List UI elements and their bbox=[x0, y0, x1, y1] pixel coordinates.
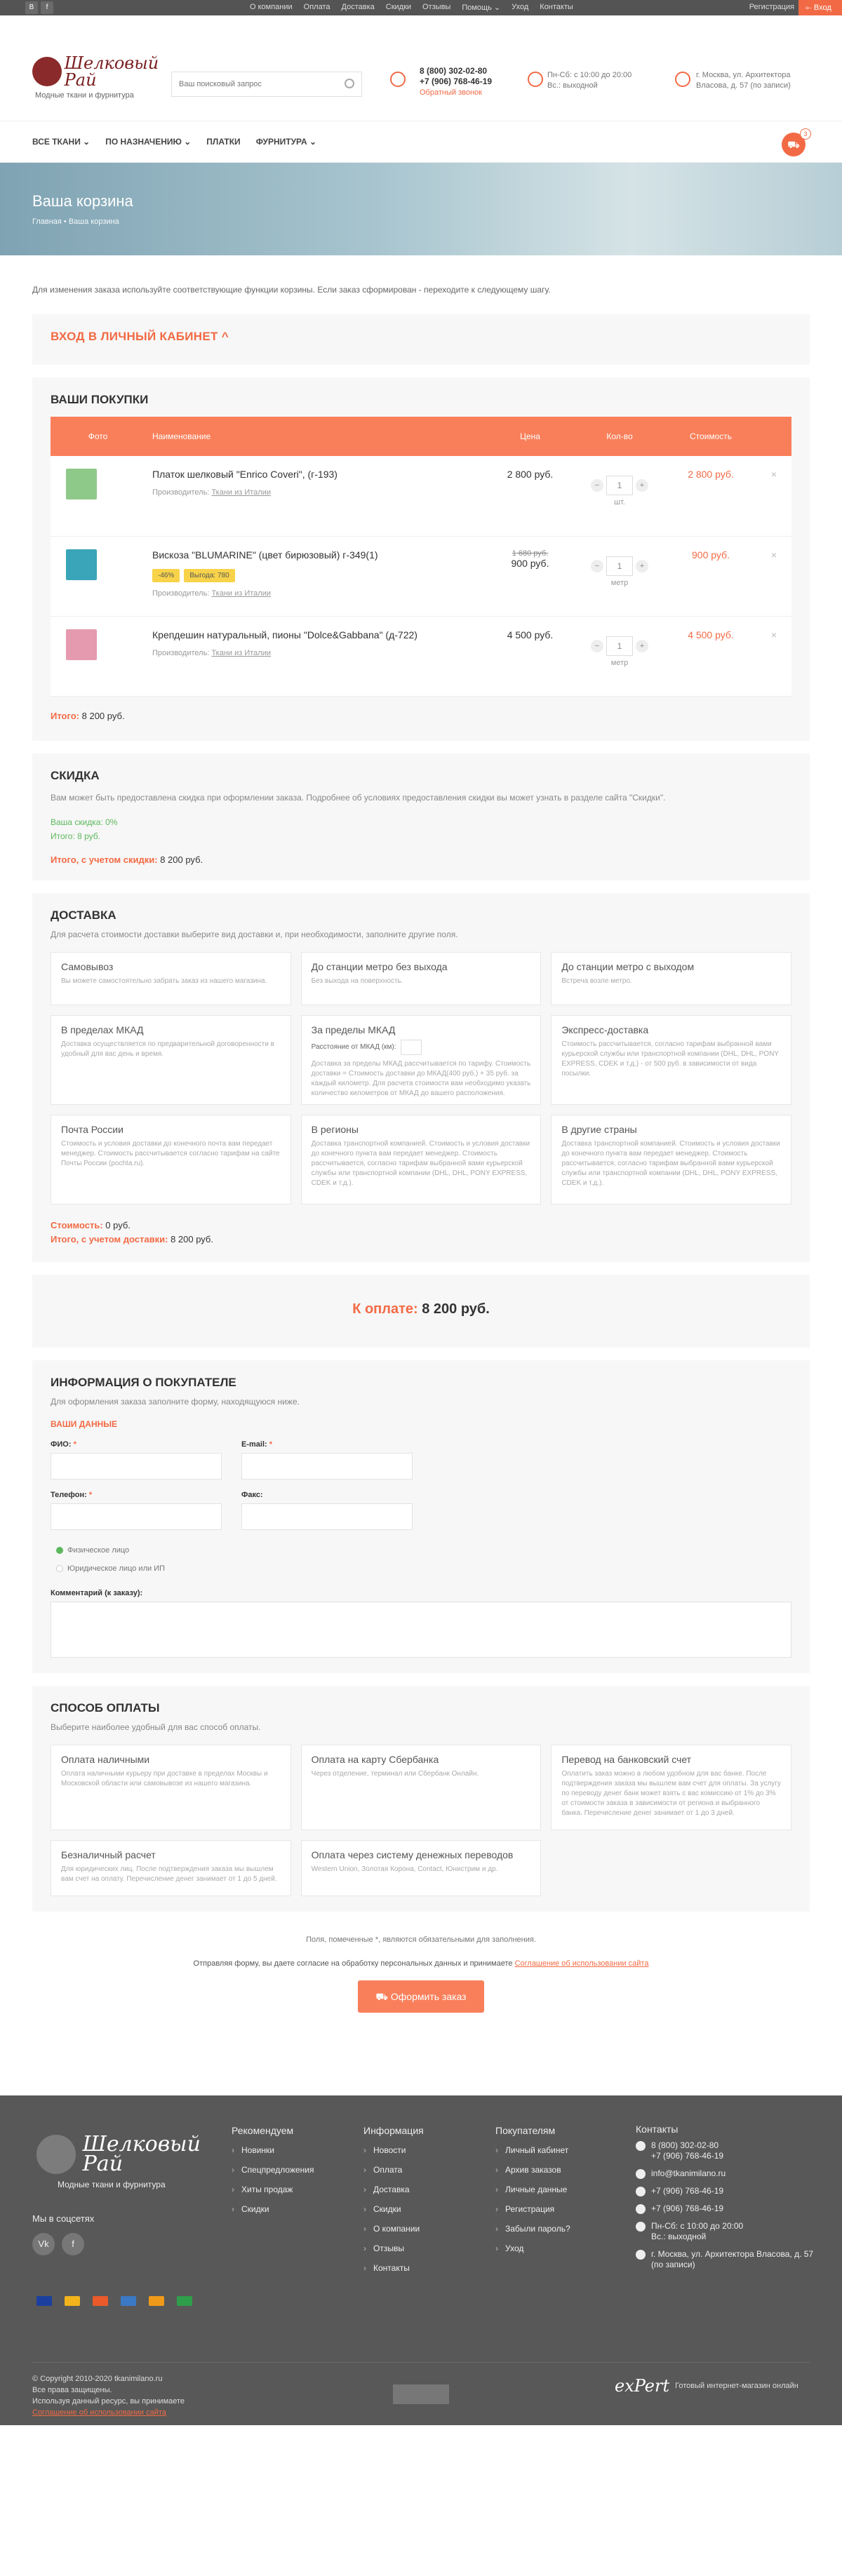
footer-contact-whatsapp[interactable]: +7 (906) 768-46-19 bbox=[636, 2186, 818, 2196]
top-bar bbox=[0, 0, 842, 15]
facebook-icon[interactable]: f bbox=[41, 1, 53, 14]
email-input[interactable] bbox=[241, 1453, 413, 1480]
whatsapp-icon bbox=[636, 2187, 646, 2196]
delivery-option-desc: Доставка транспортной компанией. Стоимость и условия доставки до конечного пункта вам передает менеджер. Стоимость рассчитывается, согласно тарифам выбранной вами курьерской службы или транспортной компании (DHL, DHL, PONY EXPRESS, CDEK и т.д.). bbox=[561, 1139, 780, 1187]
qty-plus-button[interactable]: + bbox=[636, 560, 648, 572]
cart-row bbox=[51, 456, 791, 536]
footer-contact-hours: Пн-Сб: с 10:00 до 20:00 Вс.: выходной bbox=[636, 2221, 818, 2242]
payment-option-desc: Оплата наличными курьеру при доставке в пределах Москвы и Московской области или самовывозе из нашего магазина. bbox=[61, 1769, 268, 1787]
delivery-option[interactable] bbox=[301, 952, 542, 1005]
footer-link[interactable]: › Новинки bbox=[232, 2140, 314, 2160]
product-cost: 900 руб. bbox=[665, 536, 756, 616]
register-link[interactable]: Регистрация bbox=[749, 3, 794, 11]
clock-icon bbox=[636, 2222, 646, 2232]
nav-all-fabrics[interactable]: ВСЕ ТКАНИ ⌄ bbox=[32, 137, 91, 147]
delivery-option-desc: Встреча возле метро. bbox=[561, 977, 632, 985]
payment-option-desc: Для юридических лиц. После подтверждения заказа мы вышлем вам счет на оплату. Перечисление денег занимает от 1 до 5 дней. bbox=[61, 1865, 277, 1883]
footer-contact-viber[interactable]: +7 (906) 768-46-19 bbox=[636, 2203, 818, 2214]
nav-scarves[interactable]: ПЛАТКИ bbox=[206, 137, 241, 147]
header bbox=[0, 15, 842, 121]
delivery-option[interactable] bbox=[51, 1115, 291, 1205]
fio-field-group bbox=[51, 1440, 222, 1480]
product-thumbnail[interactable] bbox=[66, 469, 97, 499]
old-price: 1 680 руб. bbox=[512, 549, 549, 558]
product-price: 2 800 руб. bbox=[507, 469, 554, 480]
payment-option-title: Безналичный расчет bbox=[61, 1849, 156, 1860]
product-cost: 2 800 руб. bbox=[665, 456, 756, 536]
qty-input[interactable]: 1 bbox=[606, 556, 633, 576]
header-hours bbox=[547, 70, 632, 91]
phone-label: Телефон: * bbox=[51, 1490, 93, 1499]
footer-link[interactable]: › Личные данные bbox=[495, 2180, 570, 2199]
product-name[interactable]: Крепдешин натуральный, пионы "Dolce&Gabbana" (д-722) bbox=[152, 629, 417, 640]
comment-textarea[interactable] bbox=[51, 1602, 791, 1658]
delivery-option-title: Самовывоз bbox=[61, 960, 114, 972]
buyer-subtitle: ВАШИ ДАННЫЕ bbox=[51, 1418, 118, 1429]
payment-option-title: Оплата на карту Сбербанка bbox=[311, 1753, 439, 1765]
hours-sunday: Вс.: выходной bbox=[547, 81, 598, 90]
qty-cell bbox=[574, 456, 665, 536]
footer-link[interactable]: › Оплата bbox=[363, 2160, 424, 2180]
cart-table bbox=[51, 417, 791, 697]
hours-weekdays: Пн-Сб: с 10:00 до 20:00 bbox=[547, 71, 632, 79]
mkad-distance: Расстояние от МКАД (км): bbox=[312, 1040, 531, 1055]
radio-unchecked-icon bbox=[56, 1565, 63, 1572]
cart-button[interactable] bbox=[782, 130, 808, 156]
top-menu-care[interactable]: Уход bbox=[512, 3, 529, 11]
login-panel[interactable] bbox=[32, 314, 810, 365]
cart-count-badge: 3 bbox=[800, 128, 811, 140]
top-menu bbox=[250, 3, 573, 12]
col-qty: Кол-во bbox=[574, 417, 665, 456]
cart-total-label: Итого: bbox=[51, 710, 79, 721]
delivery-option-title: До станции метро с выходом bbox=[561, 960, 695, 972]
qty-unit: метр bbox=[610, 658, 629, 667]
qty-input[interactable]: 1 bbox=[606, 636, 633, 656]
developer-logo: exPert bbox=[615, 2375, 670, 2396]
delivery-option-title: До станции метро без выхода bbox=[311, 960, 448, 972]
logo-slogan: Модные ткани и фурнитура bbox=[35, 91, 134, 100]
header-address: г. Москва, ул. Архитектора Власова, д. 57 (по записи) bbox=[696, 71, 791, 90]
comment-label: Комментарий (к заказу): bbox=[51, 1588, 143, 1597]
email-label: E-mail: * bbox=[241, 1440, 273, 1449]
footer-link[interactable]: › Спецпредложения bbox=[232, 2160, 314, 2180]
delivery-cost-label: Стоимость: bbox=[51, 1219, 103, 1230]
qty-input[interactable]: 1 bbox=[606, 476, 633, 495]
visit-counter[interactable] bbox=[393, 2384, 449, 2404]
col-name: Наименование bbox=[145, 417, 486, 456]
payment-hint: Выберите наиболее удобный для вас способ оплаты. bbox=[51, 1722, 261, 1732]
footer-link[interactable]: › Регистрация bbox=[495, 2199, 570, 2219]
product-name[interactable]: Вискоза "BLUMARINE" (цвет бирюзовый) г-349(1) bbox=[152, 549, 378, 561]
payment-option-title: Оплата через систему денежных переводов bbox=[311, 1849, 514, 1860]
product-name[interactable]: Платок шелковый "Enrico Coveri", (г-193) bbox=[152, 469, 338, 480]
delivery-option-title: Почта России bbox=[61, 1123, 123, 1135]
qty-cell bbox=[574, 536, 665, 616]
payment-option[interactable] bbox=[551, 1745, 791, 1830]
qiwi-icon bbox=[149, 2296, 164, 2306]
footer-logo-slogan: Модные ткани и фурнитура bbox=[58, 2179, 166, 2189]
maestro-icon bbox=[121, 2296, 136, 2306]
search-box bbox=[171, 72, 362, 97]
product-price: 4 500 руб. bbox=[507, 629, 554, 640]
qty-unit: шт. bbox=[614, 498, 625, 507]
intro-text: Для изменения заказа используйте соответствующие функции корзины. Если заказ сформирован - переходите к следующему шагу. bbox=[32, 285, 551, 295]
discount-subtotal: Итого: 8 руб. bbox=[51, 831, 101, 841]
consent-text: Отправляя форму, вы даете согласие на обработку персональных данных и принимаете Соглашение об использовании сайта bbox=[193, 1959, 649, 1968]
top-menu-help[interactable]: Помощь ⌄ bbox=[462, 4, 501, 12]
maker-link[interactable]: Ткани из Италии bbox=[211, 589, 272, 598]
col-price: Цена bbox=[486, 417, 574, 456]
login-button[interactable]: ⟜ Вход bbox=[798, 0, 842, 15]
payment-option-desc: Через отделение, терминал или Сбербанк Онлайн. bbox=[311, 1769, 479, 1778]
quantity-stepper bbox=[581, 629, 658, 656]
phone-icon bbox=[390, 72, 406, 87]
vk-icon[interactable]: Vk bbox=[32, 2233, 55, 2255]
to-pay-value: 8 200 руб. bbox=[422, 1301, 490, 1317]
comment-field-group bbox=[51, 1589, 791, 1658]
location-icon bbox=[636, 2250, 646, 2260]
mir-icon bbox=[65, 2296, 80, 2306]
buyer-panel bbox=[32, 1360, 810, 1673]
header-phone-2[interactable]: +7 (906) 768-46-19 bbox=[420, 76, 493, 86]
maker-link[interactable]: Ткани из Италии bbox=[211, 648, 272, 657]
payment-title: СПОСОБ ОПЛАТЫ bbox=[51, 1700, 160, 1715]
discount-badge: -46% bbox=[152, 569, 180, 582]
col-remove bbox=[756, 417, 791, 456]
delivery-option-desc: Вы можете самостоятельно забрать заказ из нашего магазина. bbox=[61, 977, 267, 985]
top-menu-about[interactable]: О компании bbox=[250, 3, 293, 11]
search-input[interactable] bbox=[172, 72, 333, 96]
footer-link[interactable]: › Личный кабинет bbox=[495, 2140, 570, 2160]
radio-individual[interactable]: Физическое лицо bbox=[56, 1541, 791, 1559]
delivery-total-label: Итого, с учетом доставки: bbox=[51, 1233, 168, 1245]
visa-icon bbox=[36, 2296, 52, 2306]
email-field-group bbox=[241, 1440, 413, 1480]
fax-input[interactable] bbox=[241, 1503, 413, 1530]
photo-cell bbox=[51, 616, 145, 696]
submit-order-button[interactable]: ⛟ Оформить заказ bbox=[358, 1980, 484, 2013]
footer-logo[interactable] bbox=[36, 2131, 205, 2189]
breadcrumb[interactable]: Главная • Ваша корзина bbox=[32, 217, 119, 226]
top-menu-payment[interactable]: Оплата bbox=[303, 3, 330, 11]
mkad-distance-input[interactable] bbox=[401, 1040, 422, 1055]
payment-option-title: Оплата наличными bbox=[61, 1753, 150, 1765]
cart-row bbox=[51, 536, 791, 616]
product-price: 900 руб. bbox=[511, 557, 549, 569]
product-cost: 4 500 руб. bbox=[665, 616, 756, 696]
cart-total-value: 8 200 руб. bbox=[81, 710, 125, 721]
footer-link[interactable]: › Скидки bbox=[232, 2199, 314, 2219]
discount-panel bbox=[32, 753, 810, 880]
product-maker: Производитель: Ткани из Италии bbox=[152, 488, 272, 497]
fax-label: Факс: bbox=[241, 1490, 263, 1499]
col-cost: Стоимость bbox=[665, 417, 756, 456]
page-title: Ваша корзина bbox=[32, 192, 133, 210]
name-cell bbox=[145, 536, 486, 616]
delivery-option-desc: Доставка за пределы МКАД рассчитывается по тарифу. Стоимость доставки = Стоимость доставки до МКАД(400 руб.) + 35 руб. за каждый километр. Для расчета стоимости вам необходимо указать количество километров от МКАД до вашего расположения. bbox=[311, 1059, 531, 1097]
developer-text: Готовый интернет-магазин онлайн bbox=[675, 2381, 798, 2390]
footer-link[interactable]: › Уход bbox=[495, 2239, 570, 2258]
sberbank-icon bbox=[177, 2296, 192, 2306]
delivery-option[interactable] bbox=[301, 1115, 542, 1205]
price-cell bbox=[486, 536, 574, 616]
discount-text: Вам может быть предоставлена скидка при оформлении заказа. Подробнее об условиях предоставления скидки вы может узнать в разделе сайта "Скидки". bbox=[51, 792, 666, 803]
footer-logo-emblem-icon bbox=[36, 2135, 76, 2174]
delivery-option[interactable] bbox=[551, 1015, 791, 1105]
product-maker: Производитель: Ткани из Италии bbox=[152, 589, 272, 598]
buyer-hint: Для оформления заказа заполните форму, находящуюся ниже. bbox=[51, 1396, 300, 1407]
footer-link[interactable]: › Отзывы bbox=[363, 2239, 424, 2258]
location-icon bbox=[675, 72, 690, 87]
payment-panel bbox=[32, 1686, 810, 1912]
delivery-options bbox=[51, 952, 791, 1205]
footer-link[interactable]: › Хиты продаж bbox=[232, 2180, 314, 2199]
delivery-option[interactable] bbox=[551, 952, 791, 1005]
payment-option-desc: Western Union, Золотая Корона, Contact, Юнистрим и др. bbox=[311, 1865, 498, 1873]
delivery-option-desc: Стоимость и условия доставки до конечного почта вам передает менеджер. Стоимость рассчитывается согласно тарифам на сайте Почты России (pochta.ru). bbox=[61, 1139, 280, 1167]
cart-panel bbox=[32, 377, 810, 741]
radio-checked-icon bbox=[56, 1547, 63, 1554]
fio-label: ФИО: * bbox=[51, 1440, 76, 1449]
footer-column bbox=[495, 2124, 570, 2258]
delivery-option[interactable] bbox=[551, 1115, 791, 1205]
phone-field-group bbox=[51, 1491, 222, 1530]
person-type-radio bbox=[56, 1541, 791, 1578]
top-menu-discounts[interactable]: Скидки bbox=[385, 3, 412, 11]
payment-option[interactable] bbox=[51, 1840, 291, 1896]
footer bbox=[0, 2095, 842, 2425]
delivery-option-title: Экспресс-доставка bbox=[561, 1024, 649, 1035]
vk-icon[interactable]: В bbox=[25, 1, 38, 14]
footer-link[interactable]: › Доставка bbox=[363, 2180, 424, 2199]
delivery-cost-value: 0 руб. bbox=[105, 1219, 131, 1230]
cart-title: ВАШИ ПОКУПКИ bbox=[51, 393, 149, 406]
delivery-option[interactable] bbox=[51, 1015, 291, 1105]
discount-total-label: Итого, с учетом скидки: bbox=[51, 854, 158, 865]
product-thumbnail[interactable] bbox=[66, 549, 97, 580]
top-menu-delivery[interactable]: Доставка bbox=[341, 3, 375, 11]
qty-plus-button[interactable]: + bbox=[636, 640, 648, 652]
footer-contact-phone[interactable]: 8 (800) 302-02-80 +7 (906) 768-46-19 bbox=[636, 2140, 818, 2161]
logo-emblem-icon bbox=[32, 57, 62, 86]
footer-column bbox=[363, 2124, 424, 2278]
nav-accessories[interactable]: ФУРНИТУРА ⌄ bbox=[255, 137, 317, 147]
payment-options bbox=[51, 1745, 791, 1896]
delivery-option-title: За пределы МКАД bbox=[311, 1024, 396, 1035]
buyer-title: ИНФОРМАЦИЯ О ПОКУПАТЕЛЕ bbox=[51, 1375, 236, 1389]
remove-item-icon[interactable]: × bbox=[756, 456, 791, 536]
footer-column-title: Покупателям bbox=[495, 2124, 556, 2136]
maker-link[interactable]: Ткани из Италии bbox=[211, 488, 272, 497]
logo-name: Шелковый Рай bbox=[64, 53, 159, 90]
delivery-panel bbox=[32, 893, 810, 1262]
to-pay-panel bbox=[32, 1275, 810, 1348]
footer-copyright: © Copyright 2010-2020 tkanimilano.ru Все права защищены. Используя данный ресурс, вы принимаете Соглашение об использовании сайта bbox=[32, 2374, 185, 2417]
delivery-option-title: В регионы bbox=[311, 1123, 359, 1135]
footer-column bbox=[232, 2124, 314, 2219]
footer-social bbox=[32, 2233, 84, 2255]
col-photo: Фото bbox=[51, 417, 145, 456]
clock-icon bbox=[528, 72, 543, 87]
photo-cell bbox=[51, 456, 145, 536]
qty-cell bbox=[574, 616, 665, 696]
top-social bbox=[25, 1, 53, 14]
basket-icon: ⛟ bbox=[375, 1990, 391, 2002]
payment-option-desc: Оплатить заказ можно в любом удобном для вас банке. После подтверждения заказа мы вышлем вам счет для оплаты. За услугу по переводу денег банк может взять с вас комиссию от 1% до 3% от стоимости заказа в зависимости от региона и выбранного банка. Перечисление денег занимает от 1 до 3 дней. bbox=[561, 1769, 781, 1817]
footer-link[interactable]: › О компании bbox=[363, 2219, 424, 2239]
discount-badge: Выгода: 780 bbox=[184, 569, 234, 582]
facebook-icon[interactable]: f bbox=[62, 2233, 84, 2255]
footer-social-title: Мы в соцсетях bbox=[32, 2213, 95, 2224]
remove-item-icon[interactable]: × bbox=[756, 616, 791, 696]
payment-option[interactable] bbox=[301, 1745, 542, 1830]
footer-contacts-title: Контакты bbox=[636, 2123, 679, 2135]
search-icon[interactable] bbox=[345, 79, 354, 88]
discount-title: СКИДКА bbox=[51, 768, 100, 782]
price-cell bbox=[486, 616, 574, 696]
qty-minus-button[interactable]: − bbox=[591, 479, 603, 492]
product-maker: Производитель: Ткани из Италии bbox=[152, 648, 272, 657]
payment-option-title: Перевод на банковский счет bbox=[561, 1753, 692, 1765]
payment-methods bbox=[36, 2296, 192, 2306]
name-cell bbox=[145, 456, 486, 536]
discount-total-value: 8 200 руб. bbox=[160, 854, 203, 865]
logo[interactable] bbox=[32, 53, 159, 100]
footer-column-title: Информация bbox=[363, 2124, 424, 2136]
remove-item-icon[interactable]: × bbox=[756, 536, 791, 616]
viber-icon bbox=[636, 2204, 646, 2214]
fio-input[interactable] bbox=[51, 1453, 222, 1480]
footer-contact-address: г. Москва, ул. Архитектора Власова, д. 57 (по записи) bbox=[636, 2249, 818, 2270]
payment-option[interactable] bbox=[51, 1745, 291, 1830]
consent-link[interactable]: Соглашение об использовании сайта bbox=[514, 1959, 649, 1968]
radio-company[interactable]: Юридическое лицо или ИП bbox=[56, 1559, 791, 1578]
qty-plus-button[interactable]: + bbox=[636, 479, 648, 492]
footer-logo-name: Шелковый Рай bbox=[82, 2131, 201, 2176]
footer-link[interactable]: › Забыли пароль? bbox=[495, 2219, 570, 2239]
cart-total bbox=[51, 711, 791, 721]
quantity-stepper bbox=[581, 549, 658, 576]
qty-unit: метр bbox=[610, 578, 629, 587]
footer-contact-email[interactable]: info@tkanimilano.ru bbox=[636, 2168, 818, 2179]
footer-column-title: Рекомендуем bbox=[232, 2124, 294, 2136]
qty-minus-button[interactable]: − bbox=[591, 640, 603, 652]
delivery-option[interactable] bbox=[51, 952, 291, 1005]
delivery-hint: Для расчета стоимости доставки выберите вид доставки и, при необходимости, заполните другие поля. bbox=[51, 929, 458, 939]
footer-link[interactable]: › Скидки bbox=[363, 2199, 424, 2219]
header-phones bbox=[420, 66, 492, 98]
header-phone-1[interactable]: 8 (800) 302-02-80 bbox=[420, 66, 488, 76]
basket-icon: ⛟ bbox=[787, 139, 800, 150]
to-pay-label: К оплате: bbox=[352, 1301, 418, 1317]
delivery-option-desc: Доставка транспортной компанией. Стоимость и условия доставки до конечного пункта вам передает менеджер. Стоимость рассчитывается, согласно тарифам выбранной вами курьерской службы или транспортной компании (DHL, DHL, PONY EXPRESS, CDEK и т.д.). bbox=[311, 1139, 530, 1187]
mastercard-icon bbox=[93, 2296, 108, 2306]
delivery-total-value: 8 200 руб. bbox=[171, 1233, 213, 1245]
delivery-summary bbox=[51, 1219, 791, 1247]
discount-total bbox=[51, 854, 791, 865]
discount-rate: Ваша скидка: 0% bbox=[51, 817, 118, 827]
quantity-stepper bbox=[581, 469, 658, 495]
delivery-title: ДОСТАВКА bbox=[51, 908, 116, 922]
top-menu-contacts[interactable]: Контакты bbox=[540, 3, 573, 11]
footer-link[interactable]: › Архив заказов bbox=[495, 2160, 570, 2180]
footer-link[interactable]: › Контакты bbox=[363, 2258, 424, 2278]
footer-contacts bbox=[636, 2124, 818, 2277]
footer-link[interactable]: › Новости bbox=[363, 2140, 424, 2160]
cart-row bbox=[51, 616, 791, 696]
delivery-option-title: В другие страны bbox=[561, 1123, 637, 1135]
fax-field-group bbox=[241, 1491, 413, 1530]
delivery-option-desc: Доставка осуществляется по предварительной договоренности в удобный для вас день и время. bbox=[61, 1040, 274, 1058]
photo-cell bbox=[51, 536, 145, 616]
phone-input[interactable] bbox=[51, 1503, 222, 1530]
developer-credit[interactable] bbox=[615, 2376, 798, 2396]
login-panel-title[interactable]: ВХОД В ЛИЧНЫЙ КАБИНЕТ ^ bbox=[51, 330, 229, 343]
required-footnote: Поля, помеченные *, являются обязательными для заполнения. bbox=[306, 1935, 536, 1944]
name-cell bbox=[145, 616, 486, 696]
page-banner bbox=[0, 163, 842, 255]
qty-minus-button[interactable]: − bbox=[591, 560, 603, 572]
footer-agreement-link[interactable]: Соглашение об использовании сайта bbox=[32, 2408, 166, 2417]
mail-icon bbox=[636, 2169, 646, 2179]
main-nav bbox=[0, 121, 842, 163]
top-menu-reviews[interactable]: Отзывы bbox=[422, 3, 451, 11]
delivery-option-desc: Без выхода на поверхность. bbox=[311, 977, 403, 985]
product-thumbnail[interactable] bbox=[66, 629, 97, 660]
phone-icon bbox=[636, 2141, 646, 2151]
payment-option[interactable] bbox=[301, 1840, 542, 1896]
delivery-option-title: В пределах МКАД bbox=[61, 1024, 144, 1035]
delivery-option-desc: Стоимость рассчитывается, согласно тарифам выбранной вами курьерской службы или транспортной компании (DHL, DHL, PONY EXPRESS, CDEK и т.д.) - от 500 руб. в зависимости от вида посылки. bbox=[561, 1040, 779, 1078]
footer-divider bbox=[32, 2362, 810, 2363]
delivery-option[interactable] bbox=[301, 1015, 542, 1105]
callback-link[interactable]: Обратный звонок bbox=[420, 88, 482, 97]
nav-by-purpose[interactable]: ПО НАЗНАЧЕНИЮ ⌄ bbox=[105, 137, 192, 147]
price-cell bbox=[486, 456, 574, 536]
